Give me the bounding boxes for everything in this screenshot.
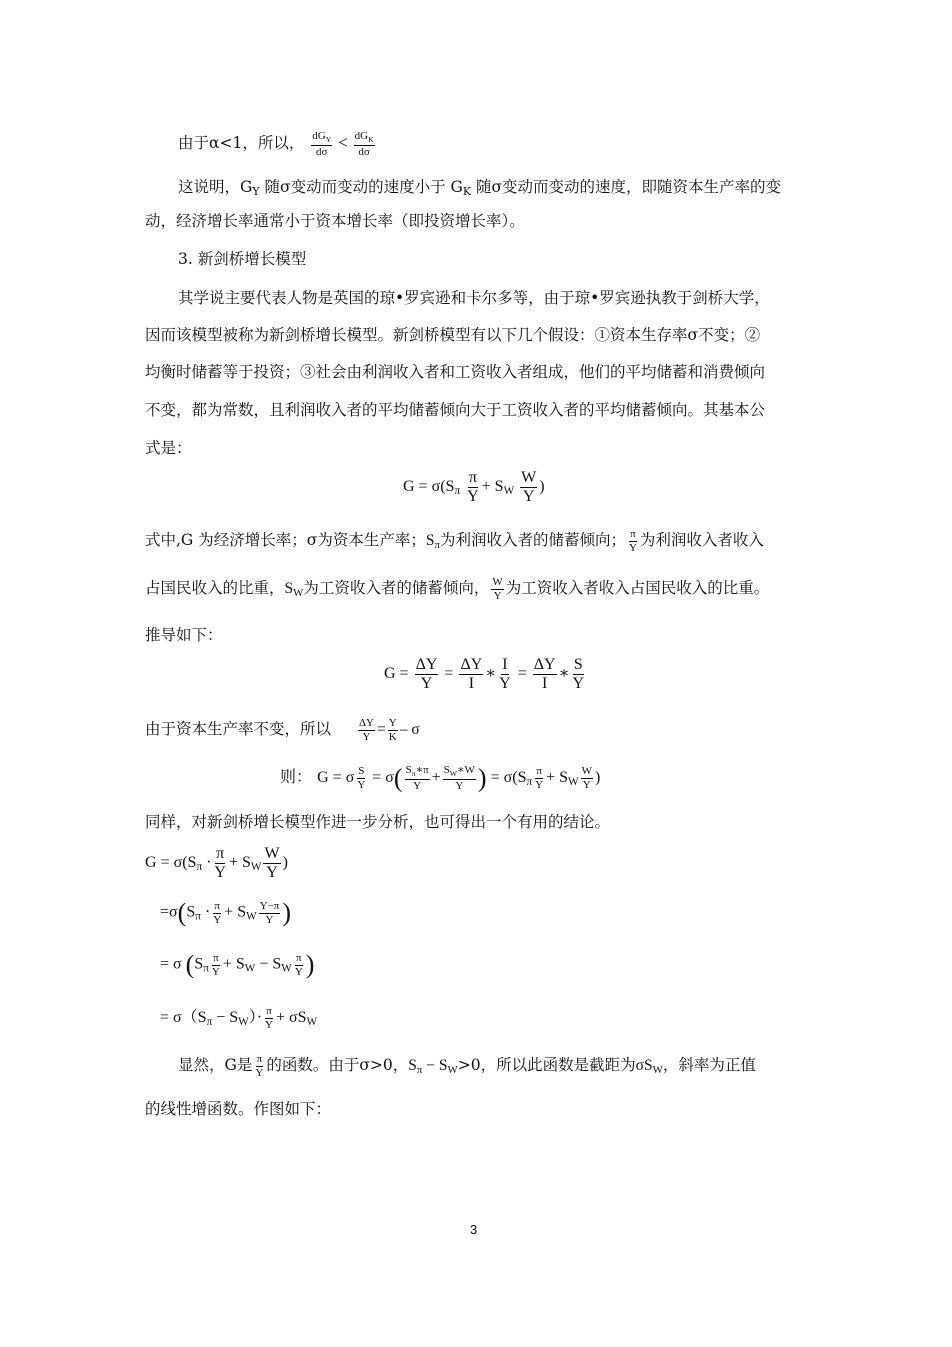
text: 这说明，G bbox=[178, 178, 253, 196]
definition-line-3: 推导如下： bbox=[145, 626, 223, 644]
inequality-formula: $\frac{dG_Y}{d\sigma}$ < $\frac{dG_K}{d\sigma}$ bbox=[312, 130, 374, 158]
text: 式中,G 为经济增长率；σ为资本生产率； bbox=[145, 531, 426, 550]
inequality-prefix: 由于α<1，所以， bbox=[178, 133, 305, 152]
inequality-line bbox=[178, 131, 377, 158]
text: >0，所以此函数是截距为 bbox=[457, 1056, 636, 1075]
text: 为工资收入者收入占国民收入的比重。 bbox=[505, 579, 770, 598]
then-formula: 则： G = σ $\frac{S}{Y}$ = σ( $\frac{S_\pi∗\pi}{Y}$ + $\frac{S_W∗W}{Y}$ ) = $\sigma(S_\pi$ $\frac{\pi}{Y}$ + $S_W$ $\frac{W}{Y}$ ) bbox=[280, 763, 601, 793]
text: 占国民收入的比重， bbox=[145, 579, 285, 598]
text: 随σ变动而变动的速度小于 G bbox=[264, 178, 463, 196]
similarly-line: 同样，对新剑桥增长模型作进一步分析，也可得出一个有用的结论。 bbox=[145, 813, 611, 831]
definition-line-2: 占国民收入的比重，$S_W$为工资收入者的储蓄倾向， $\frac{W}{Y}$ 为工资收入者收入占国民收入的比重。 bbox=[145, 576, 770, 602]
paragraph-1-line-1: 这说明，$G_Y$ 随σ变动而变动的速度小于 $G_K$ 随σ变动而变动的速度，即随资本生产率的变 bbox=[178, 178, 782, 198]
text: 由于资本生产率不变，所以 bbox=[145, 720, 332, 739]
paragraph-2-line-4: 不变，都为常数，且利润收入者的平均储蓄倾向大于工资收入者的平均储蓄倾向。其基本公 bbox=[145, 401, 766, 419]
text: 为工资收入者的储蓄倾向， bbox=[303, 579, 490, 598]
since-line: 由于资本生产率不变，所以 $\frac{\Delta Y}{Y}$ = $\frac{Y}{K}$ – σ bbox=[145, 717, 420, 743]
analysis-step-3: = σ ($S_\pi$ $\frac{\pi}{Y}$ + $S_W - S_W$ $\frac{\pi}{Y}$ ) bbox=[160, 950, 315, 979]
conclusion-line-1: 显然，G是 $\frac{\pi}{Y}$ 的函数。由于σ>0，$S_\pi - S_W>0$，所以此函数是截距为$\sigma S_W$，斜率为正值 bbox=[178, 1053, 756, 1079]
paragraph-1-line-2: 动，经济增长率通常小于资本增长率（即投资增长率）。 bbox=[145, 212, 525, 230]
text: ，斜率为正值 bbox=[662, 1056, 756, 1075]
text: 为利润收入者收入 bbox=[639, 531, 764, 550]
analysis-step-2: $=\sigma(S_\pi$ · $\frac{\pi}{Y}$ + $S_W$ $\frac{Y-\pi}{Y}$ ) bbox=[160, 898, 292, 927]
analysis-step-1: $G = \sigma(S_\pi$ · $\frac{\pi}{Y}$ + $S_W$ $\frac{W}{Y}$ ) bbox=[145, 845, 288, 881]
base-formula: $G = \sigma(S_\pi$ $\frac{\pi}{Y}$ + $S_W$ $\frac{W}{Y}$ ) bbox=[403, 469, 545, 505]
paragraph-2-line-1: 其学说主要代表人物是英国的琼•罗宾逊和卡尔多等，由于琼•罗宾逊执教于剑桥大学， bbox=[178, 289, 770, 307]
definition-line-1: 式中,G 为经济增长率；σ为资本生产率；$S_\pi$为利润收入者的储蓄倾向； $\frac{\pi}{Y}$ 为利润收入者收入 bbox=[145, 528, 764, 554]
paragraph-2-line-2: 因而该模型被称为新剑桥增长模型。新剑桥模型有以下几个假设：①资本生存率σ不变；② bbox=[145, 326, 761, 344]
conclusion-line-2: 的线性增函数。作图如下： bbox=[145, 1100, 332, 1118]
text: 显然，G是 bbox=[178, 1056, 253, 1075]
section-heading: 3. 新剑桥增长模型 bbox=[178, 250, 307, 268]
text: 则： bbox=[280, 767, 313, 786]
paragraph-2-line-5: 式是： bbox=[145, 439, 192, 457]
page-number: 3 bbox=[470, 1222, 478, 1237]
paragraph-2-line-3: 均衡时储蓄等于投资；③社会由利润收入者和工资收入者组成，他们的平均储蓄和消费倾向 bbox=[145, 363, 766, 381]
derivation-formula: G = $\frac{\Delta Y}{Y}$ = $\frac{\Delta Y}{I}$ ∗ $\frac{I}{Y}$ = $\frac{\Delta Y}{I}$ ∗ $\frac{S}{Y}$ bbox=[384, 656, 585, 692]
analysis-step-4: = $\sigma(S_\pi - S_W)\cdot$ $\frac{\pi}{Y}$ + $\sigma S_W$ bbox=[160, 1004, 318, 1031]
text: 为利润收入者的储蓄倾向； bbox=[439, 531, 626, 550]
text: 的函数。由于σ>0， bbox=[266, 1056, 409, 1075]
text: 随σ变动而变动的速度，即随资本生产率的变 bbox=[475, 178, 782, 196]
